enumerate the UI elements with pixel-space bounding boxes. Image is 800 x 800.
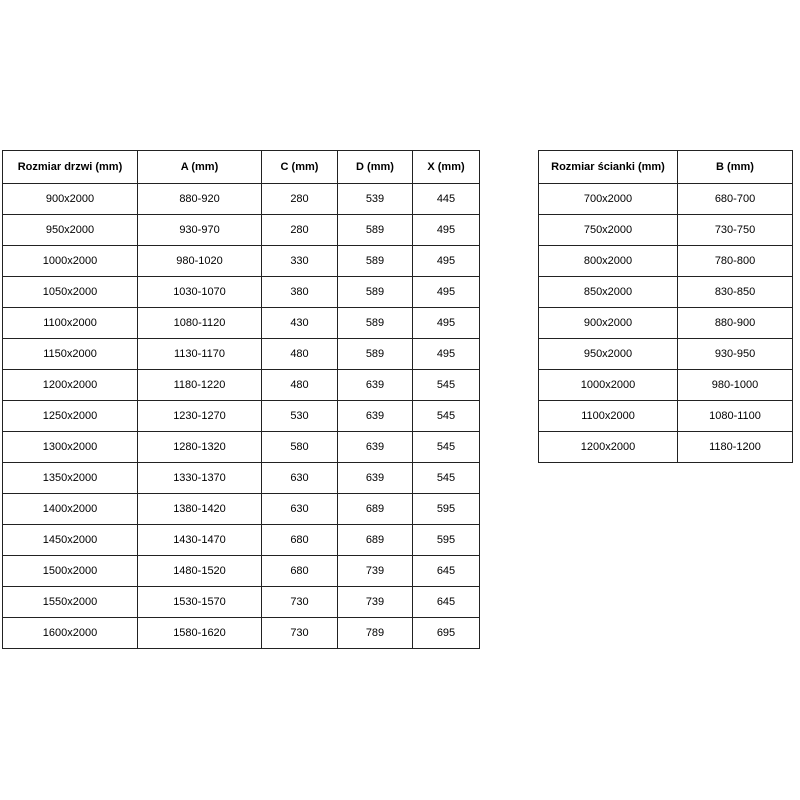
table-cell: 545: [413, 370, 480, 401]
table-cell: 1080-1100: [678, 401, 793, 432]
table-row: [539, 339, 793, 370]
table-row: [3, 339, 480, 370]
table-cell: 900x2000: [3, 184, 138, 215]
table-cell: 545: [413, 401, 480, 432]
table-cell: 1580-1620: [138, 618, 262, 649]
table-cell: 545: [413, 463, 480, 494]
table-cell: 495: [413, 339, 480, 370]
table-cell: 880-920: [138, 184, 262, 215]
table-cell: 589: [338, 215, 413, 246]
table-cell: 539: [338, 184, 413, 215]
column-header: B (mm): [678, 151, 793, 184]
table-row: [3, 432, 480, 463]
table-cell: 445: [413, 184, 480, 215]
table-cell: 1180-1200: [678, 432, 793, 463]
column-header: Rozmiar ścianki (mm): [539, 151, 678, 184]
table-cell: 1080-1120: [138, 308, 262, 339]
table-cell: 480: [262, 370, 338, 401]
wall-sizes-table: [538, 150, 793, 463]
table-cell: 280: [262, 215, 338, 246]
table-row: [3, 308, 480, 339]
table-cell: 730: [262, 618, 338, 649]
column-header: Rozmiar drzwi (mm): [3, 151, 138, 184]
table-cell: 630: [262, 463, 338, 494]
header-row: [3, 151, 480, 184]
table-cell: 530: [262, 401, 338, 432]
column-header: C (mm): [262, 151, 338, 184]
table-cell: 900x2000: [539, 308, 678, 339]
table-cell: 495: [413, 246, 480, 277]
table-row: [539, 370, 793, 401]
table-row: [539, 215, 793, 246]
column-header: A (mm): [138, 151, 262, 184]
table-cell: 980-1020: [138, 246, 262, 277]
table-cell: 589: [338, 308, 413, 339]
table-cell: 830-850: [678, 277, 793, 308]
column-header: X (mm): [413, 151, 480, 184]
table-cell: 789: [338, 618, 413, 649]
table-row: [3, 525, 480, 556]
table-cell: 739: [338, 587, 413, 618]
table-row: [3, 401, 480, 432]
table-cell: 430: [262, 308, 338, 339]
table-cell: 930-950: [678, 339, 793, 370]
table-cell: 1380-1420: [138, 494, 262, 525]
table-cell: 589: [338, 339, 413, 370]
table-row: [539, 432, 793, 463]
table-cell: 695: [413, 618, 480, 649]
table-cell: 1600x2000: [3, 618, 138, 649]
table-cell: 689: [338, 525, 413, 556]
table-cell: 1330-1370: [138, 463, 262, 494]
table-cell: 880-900: [678, 308, 793, 339]
table-cell: 1030-1070: [138, 277, 262, 308]
table-cell: 850x2000: [539, 277, 678, 308]
table-cell: 1130-1170: [138, 339, 262, 370]
table-cell: 680: [262, 556, 338, 587]
table-cell: 589: [338, 277, 413, 308]
table-cell: 730: [262, 587, 338, 618]
table-cell: 589: [338, 246, 413, 277]
door-sizes-table: [2, 150, 480, 649]
table-cell: 780-800: [678, 246, 793, 277]
door-sizes-table-header: [3, 151, 480, 184]
table-cell: 680-700: [678, 184, 793, 215]
column-header: D (mm): [338, 151, 413, 184]
table-cell: 950x2000: [539, 339, 678, 370]
table-cell: 1000x2000: [3, 246, 138, 277]
table-cell: 730-750: [678, 215, 793, 246]
table-cell: 595: [413, 525, 480, 556]
table-cell: 1230-1270: [138, 401, 262, 432]
table-cell: 639: [338, 401, 413, 432]
table-cell: 1530-1570: [138, 587, 262, 618]
table-row: [3, 463, 480, 494]
wall-sizes-table-header: [539, 151, 793, 184]
table-cell: 580: [262, 432, 338, 463]
table-cell: 1100x2000: [539, 401, 678, 432]
table-cell: 1050x2000: [3, 277, 138, 308]
table-cell: 380: [262, 277, 338, 308]
table-cell: 630: [262, 494, 338, 525]
table-cell: 1350x2000: [3, 463, 138, 494]
table-cell: 1250x2000: [3, 401, 138, 432]
table-row: [3, 246, 480, 277]
table-cell: 639: [338, 370, 413, 401]
table-cell: 280: [262, 184, 338, 215]
table-cell: 750x2000: [539, 215, 678, 246]
table-cell: 595: [413, 494, 480, 525]
table-cell: 1500x2000: [3, 556, 138, 587]
table-cell: 1300x2000: [3, 432, 138, 463]
table-row: [3, 370, 480, 401]
table-row: [3, 618, 480, 649]
table-row: [539, 184, 793, 215]
table-cell: 330: [262, 246, 338, 277]
table-cell: 1280-1320: [138, 432, 262, 463]
table-row: [3, 556, 480, 587]
table-cell: 1200x2000: [539, 432, 678, 463]
table-row: [539, 308, 793, 339]
table-row: [3, 494, 480, 525]
table-cell: 930-970: [138, 215, 262, 246]
table-cell: 1150x2000: [3, 339, 138, 370]
door-sizes-table-body: [3, 184, 480, 649]
table-cell: 689: [338, 494, 413, 525]
table-cell: 1000x2000: [539, 370, 678, 401]
table-cell: 950x2000: [3, 215, 138, 246]
table-cell: 645: [413, 556, 480, 587]
table-cell: 480: [262, 339, 338, 370]
table-cell: 495: [413, 308, 480, 339]
table-cell: 739: [338, 556, 413, 587]
table-cell: 545: [413, 432, 480, 463]
table-cell: 1480-1520: [138, 556, 262, 587]
table-row: [539, 277, 793, 308]
table-cell: 1550x2000: [3, 587, 138, 618]
table-cell: 1400x2000: [3, 494, 138, 525]
wall-sizes-table-body: [539, 184, 793, 463]
table-row: [539, 401, 793, 432]
table-row: [539, 246, 793, 277]
table-cell: 1200x2000: [3, 370, 138, 401]
table-cell: 1430-1470: [138, 525, 262, 556]
table-cell: 680: [262, 525, 338, 556]
table-cell: 639: [338, 432, 413, 463]
table-cell: 1100x2000: [3, 308, 138, 339]
table-cell: 495: [413, 215, 480, 246]
table-cell: 645: [413, 587, 480, 618]
table-cell: 639: [338, 463, 413, 494]
table-row: [3, 215, 480, 246]
table-row: [3, 277, 480, 308]
table-cell: 1450x2000: [3, 525, 138, 556]
table-cell: 800x2000: [539, 246, 678, 277]
table-row: [3, 184, 480, 215]
table-cell: 700x2000: [539, 184, 678, 215]
table-cell: 495: [413, 277, 480, 308]
header-row: [539, 151, 793, 184]
table-row: [3, 587, 480, 618]
table-cell: 980-1000: [678, 370, 793, 401]
table-cell: 1180-1220: [138, 370, 262, 401]
